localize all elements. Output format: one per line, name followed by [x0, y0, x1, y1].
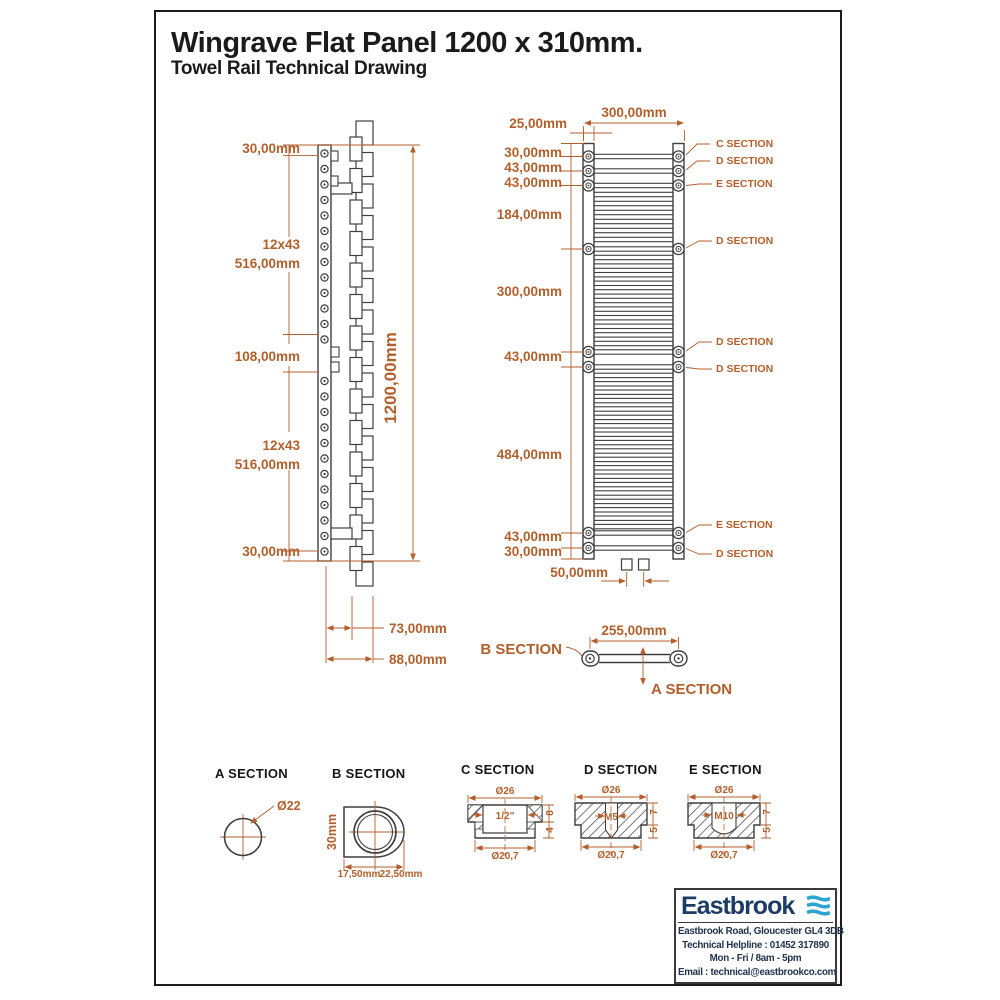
section-b-dim-right: 22,50mm	[379, 869, 423, 880]
section-d-detail	[575, 762, 660, 861]
section-e-dia-bottom: Ø20,7	[710, 850, 738, 861]
side-dim-lower-count: 12x43	[262, 438, 300, 453]
front-left-dim: 43,00mm	[504, 160, 562, 175]
front-view	[497, 105, 773, 587]
section-e-h-top: 7	[762, 809, 773, 815]
brand-hours: Mon - Fri / 8am - 5pm	[709, 953, 802, 964]
callout-c-section: C SECTION	[716, 138, 774, 150]
callout-d-section: D SECTION	[716, 336, 774, 348]
side-view-bottom-bracket	[331, 528, 352, 539]
section-d-title: D SECTION	[584, 762, 658, 777]
brand-logo	[678, 892, 833, 921]
front-left-dim: 30,00mm	[504, 544, 562, 559]
front-view-pipe-tab	[639, 559, 650, 570]
side-view-tab	[331, 362, 339, 372]
brand-divider	[678, 922, 833, 923]
front-left-dim: 30,00mm	[504, 145, 562, 160]
side-dim-lower-pitch: 516,00mm	[234, 457, 300, 472]
section-c-h-bottom: 4	[545, 827, 556, 833]
section-c-dia-bottom: Ø20,7	[491, 851, 519, 862]
section-d-dia-bottom: Ø20,7	[597, 850, 625, 861]
section-b-height: 30mm	[325, 813, 339, 851]
section-d-dia-top: Ø26	[601, 785, 621, 796]
callout-e-section: E SECTION	[716, 178, 773, 190]
section-c-thread: 1/2"	[495, 811, 515, 822]
callout-d-section: D SECTION	[716, 235, 774, 247]
front-dim-width: 300,00mm	[601, 105, 667, 120]
front-view-callouts	[686, 138, 773, 560]
section-b-dim-left: 17,50mm	[337, 869, 381, 880]
front-left-dim: 43,00mm	[504, 175, 562, 190]
section-b-title: B SECTION	[332, 766, 406, 781]
section-c-h-top: 8	[545, 810, 556, 816]
side-view-rail	[318, 145, 331, 561]
side-view-tab	[331, 347, 339, 357]
section-a-detail	[215, 766, 301, 860]
side-dim-top-offset: 30,00mm	[242, 141, 300, 156]
side-dim-upper-count: 12x43	[262, 237, 300, 252]
plan-label-b-section: B SECTION	[480, 641, 562, 658]
plan-label-a-section: A SECTION	[651, 681, 733, 698]
front-dim-inset: 25,00mm	[509, 116, 567, 131]
section-e-title: E SECTION	[689, 762, 762, 777]
side-dim-upper-pitch: 516,00mm	[234, 256, 300, 271]
brand-email: Email : technical@eastbrookco.com	[678, 966, 837, 978]
callout-d-section: D SECTION	[716, 363, 774, 375]
section-d-h-top: 7	[649, 809, 660, 815]
side-view-tab	[331, 176, 338, 186]
side-dim-depth2: 88,00mm	[389, 652, 447, 667]
front-view-pipe-tab	[622, 559, 633, 570]
front-left-dim: 43,00mm	[504, 529, 562, 544]
side-dim-depth1: 73,00mm	[389, 621, 447, 636]
plan-view	[480, 623, 732, 698]
section-b-detail	[325, 766, 423, 880]
side-view-tab	[331, 151, 338, 161]
callout-d-section: D SECTION	[716, 155, 774, 167]
section-a-title: A SECTION	[215, 766, 289, 781]
section-d-h-bottom: 5	[649, 827, 660, 833]
section-e-detail	[688, 762, 773, 861]
brand-address: Eastbrook Road, Gloucester GL4 3DB	[678, 926, 844, 937]
front-left-dim: 484,00mm	[496, 447, 562, 462]
section-e-h-bottom: 5	[762, 827, 773, 833]
page-subtitle: Towel Rail Technical Drawing	[171, 58, 427, 79]
eastbrook-logo-text: Eastbrook	[681, 892, 795, 920]
brand-helpline: Technical Helpline : 01452 317890	[682, 939, 829, 951]
brand-box	[674, 888, 844, 984]
side-view-dimensions	[235, 141, 447, 667]
eastbrook-waves-icon	[806, 895, 830, 917]
front-left-dim: 43,00mm	[504, 349, 562, 364]
front-dim-taps: 50,00mm	[550, 565, 608, 580]
plan-dim-width: 255,00mm	[601, 623, 667, 638]
section-c-dia-top: Ø26	[495, 786, 515, 797]
section-e-thread: M10	[714, 811, 734, 822]
front-left-dim: 184,00mm	[496, 207, 562, 222]
side-view	[235, 121, 447, 667]
side-dim-middle: 108,00mm	[234, 349, 300, 364]
side-dim-bottom-offset: 30,00mm	[242, 544, 300, 559]
section-c-title: C SECTION	[461, 762, 535, 777]
side-view-panel-fins	[350, 121, 373, 586]
front-view-rungs	[594, 154, 673, 550]
section-d-thread: M5	[604, 812, 618, 823]
front-left-dim: 300,00mm	[496, 284, 562, 299]
section-e-dia-top: Ø26	[714, 785, 734, 796]
page-title: Wingrave Flat Panel 1200 x 310mm.	[171, 27, 643, 59]
callout-e-section: E SECTION	[716, 519, 773, 531]
section-a-diameter: Ø22	[277, 799, 301, 813]
callout-d-section: D SECTION	[716, 548, 774, 560]
side-dim-overall-height: 1200,00mm	[381, 332, 400, 424]
section-c-detail	[461, 762, 556, 862]
